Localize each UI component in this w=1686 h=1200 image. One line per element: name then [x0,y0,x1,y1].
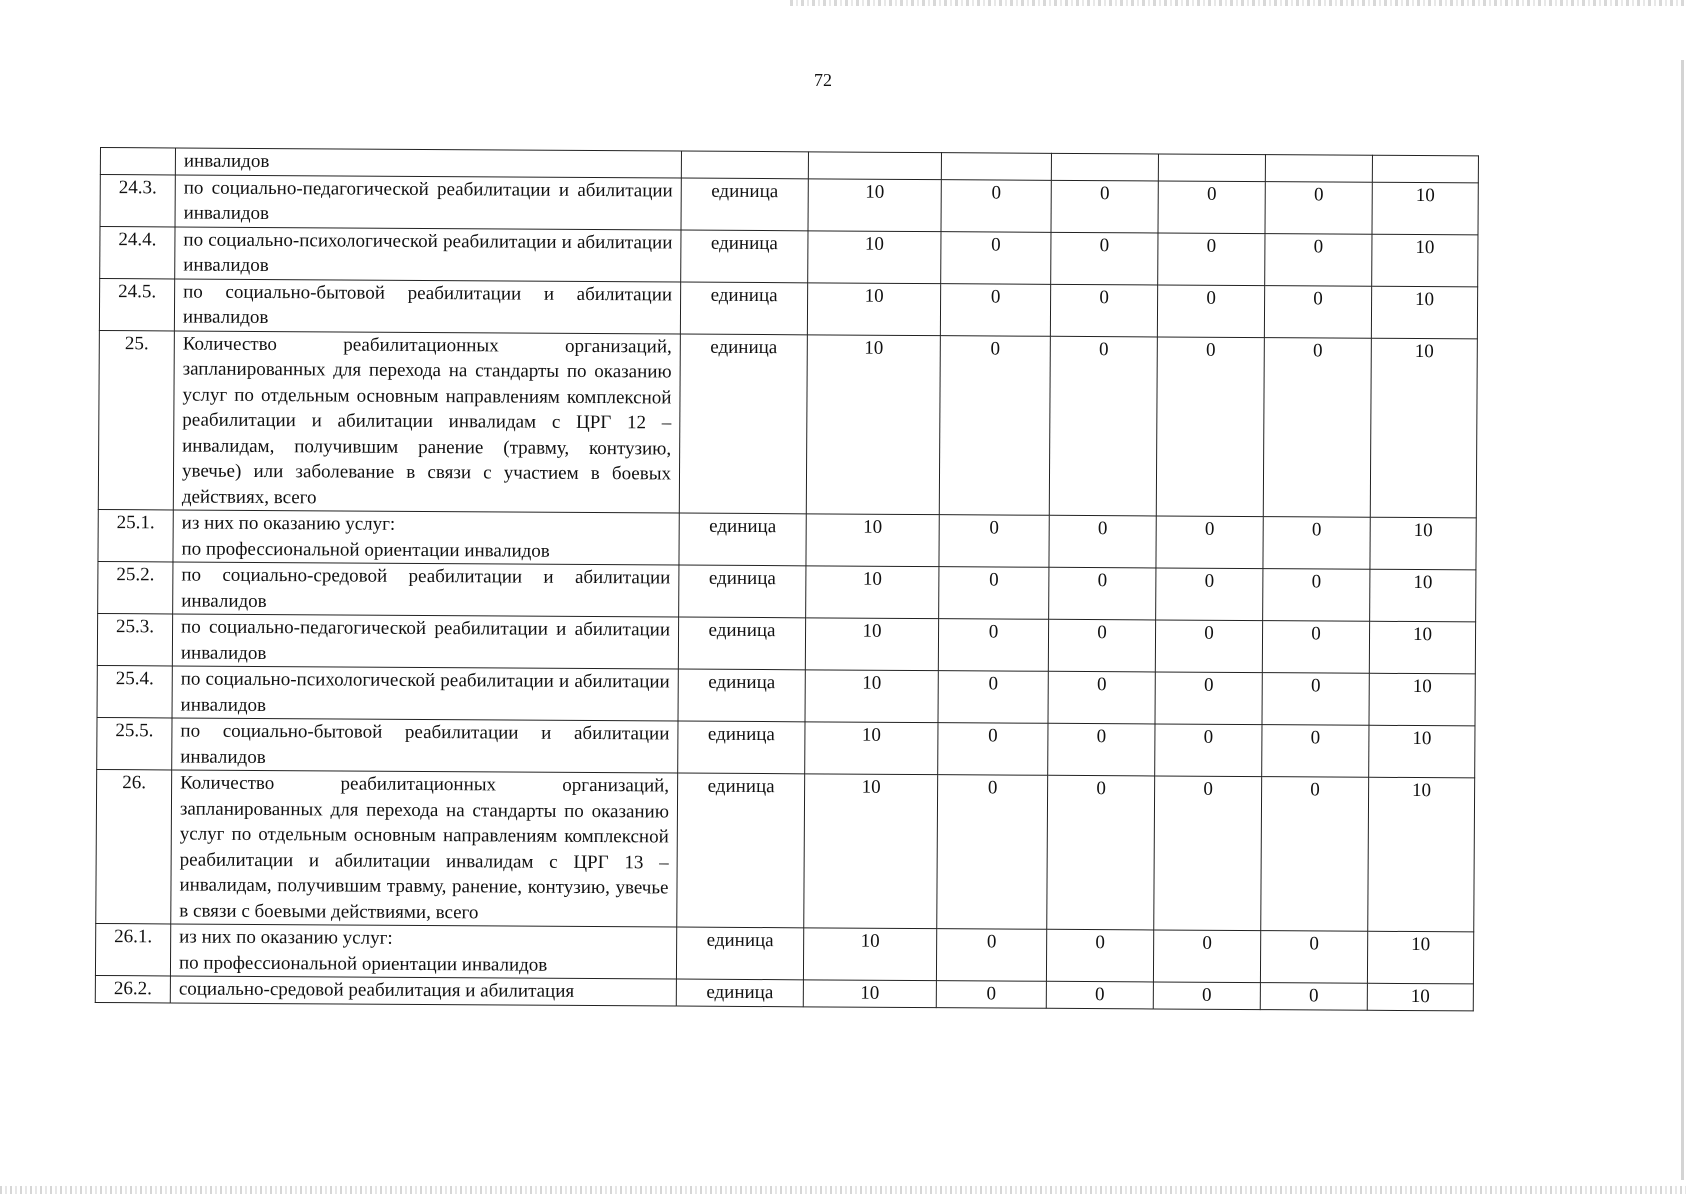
value-cell: 0 [1158,180,1265,233]
value-cell: 0 [1153,930,1260,983]
value-cell: 0 [1048,723,1155,776]
value-cell: 0 [1049,567,1156,620]
value-cell: 0 [1155,620,1262,673]
value-cell: 0 [1046,929,1153,982]
value-cell: 0 [1155,672,1262,725]
table-row [100,174,1478,234]
row-number: 25. [98,330,174,510]
value-cell: 0 [941,231,1051,284]
scan-edge-right [1681,60,1684,1180]
value-cell [808,152,941,179]
value-cell: 0 [1262,621,1369,674]
value-cell: 0 [1263,337,1371,517]
value-cell: 0 [1156,568,1263,621]
value-cell: 0 [1154,776,1262,931]
value-cell: 0 [1047,775,1155,930]
indicator-description: по социально-педагогической реабилитации и абилитации инвалидов [175,174,681,229]
value-cell: 0 [1264,285,1371,338]
value-cell: 0 [1048,671,1155,724]
indicator-description: по социально-педагогической реабилитации и абилитации инвалидов [172,614,678,669]
value-cell: 0 [1263,517,1370,570]
value-cell: 0 [1262,725,1369,778]
indicator-description: инвалидов [175,148,681,178]
value-cell: 10 [806,334,940,514]
indicator-description: из них по оказанию услуг: по профессиональной ориентации инвалидов [173,510,679,565]
value-cell: 0 [1048,619,1155,672]
value-cell: 0 [940,283,1050,336]
value-cell: 10 [1367,983,1473,1010]
unit-cell: единица [681,178,808,231]
unit-cell: единица [680,282,807,335]
value-cell [1372,155,1478,182]
unit-cell [681,151,808,178]
indicator-description: по социально-средовой реабилитации и абилитации инвалидов [173,562,679,617]
value-cell: 10 [807,282,940,335]
indicator-description: по социально-бытовой реабилитации и абилитации инвалидов [172,718,678,773]
scan-edge-bottom [0,1186,1686,1194]
indicator-description: из них по оказанию услуг: по профессиональной ориентации инвалидов [170,924,676,979]
value-cell [1158,154,1265,181]
value-cell: 0 [1153,982,1260,1009]
unit-cell: единица [679,565,806,618]
unit-cell: единица [676,979,803,1006]
value-cell: 0 [936,981,1046,1008]
value-cell: 0 [1157,284,1264,337]
unit-cell: единица [679,513,806,566]
value-cell: 10 [1370,517,1476,570]
table-row [96,769,1475,931]
table-row [97,665,1475,725]
value-cell: 0 [1049,515,1156,568]
row-number: 25.1. [98,509,173,561]
value-cell: 0 [1155,724,1262,777]
unit-cell: единица [681,230,808,283]
value-cell: 10 [1370,569,1476,622]
value-cell [941,153,1051,180]
value-cell: 0 [938,671,1048,724]
row-number: 26.1. [95,923,170,975]
value-cell: 0 [939,335,1050,515]
value-cell: 0 [939,515,1049,568]
value-cell: 0 [1158,232,1265,285]
row-number: 26.2. [95,975,170,1002]
value-cell [1051,153,1158,180]
value-cell: 10 [803,928,936,981]
table-body [95,148,1478,1011]
unit-cell: единица [678,669,805,722]
indicator-description: по социально-психологической реабилитации и абилитации инвалидов [175,226,681,281]
row-number: 24.5. [99,278,174,330]
table-row [97,717,1475,777]
value-cell: 10 [1370,338,1477,518]
unit-cell: единица [678,721,805,774]
value-cell: 10 [806,514,939,567]
value-cell: 0 [1260,983,1367,1010]
value-cell: 0 [939,567,1049,620]
value-cell: 10 [1368,777,1475,932]
table-row [100,226,1478,286]
indicator-description: социально-средовой реабилитация и абилитация [170,976,676,1006]
value-cell: 0 [1156,516,1263,569]
indicator-description: Количество реабилитационных организаций, запланированных для перехода на стандарты по оказанию услуг по отдельным основным направлениям комплексной реабилитации и абилитации инвалидам с ЦРГ 12 – инвалидам, получившим ранение (травму, контузию, увечье) или заболевание в связи с участием в боевых действиях, всего [173,330,680,513]
table-row [98,509,1476,569]
value-cell: 0 [938,723,1048,776]
value-cell: 10 [808,178,941,231]
value-cell: 10 [1369,673,1475,726]
unit-cell: единица [677,773,805,928]
value-cell: 0 [941,179,1051,232]
row-number: 25.4. [97,665,172,717]
table-row [98,330,1477,518]
table-row [97,613,1475,673]
scan-edge-top [790,0,1686,6]
value-cell: 10 [1372,182,1478,235]
value-cell: 0 [1262,673,1369,726]
table-row [98,561,1476,621]
indicator-description: по социально-психологической реабилитации и абилитации инвалидов [172,666,678,721]
value-cell: 0 [936,929,1046,982]
value-cell: 10 [1367,931,1473,984]
value-cell: 0 [1260,931,1367,984]
table-row [95,923,1473,983]
value-cell: 10 [1369,725,1475,778]
value-cell: 0 [1265,233,1372,286]
row-number: 26. [96,769,172,923]
value-cell: 0 [1265,181,1372,234]
value-cell: 0 [937,775,1048,930]
row-number: 25.5. [97,717,172,769]
value-cell: 10 [805,670,938,723]
table-row [99,278,1477,338]
page-number: 72 [814,70,832,90]
unit-cell: единица [679,334,807,514]
indicator-description: по социально-бытовой реабилитации и абилитации инвалидов [174,278,680,333]
value-cell: 10 [1372,234,1478,287]
value-cell: 10 [806,566,939,619]
unit-cell: единица [676,927,803,980]
value-cell [1265,155,1372,182]
value-cell: 0 [1156,336,1264,516]
value-cell: 10 [805,722,938,775]
indicator-table [95,147,1479,1011]
value-cell: 10 [804,774,938,929]
row-number: 24.3. [100,174,175,226]
value-cell: 10 [1369,621,1475,674]
value-cell: 10 [1371,286,1477,339]
value-cell: 0 [1046,981,1153,1008]
indicator-description: Количество реабилитационных организаций, запланированных для перехода на стандарты по оказанию услуг по отдельным основным направлениям комплексной реабилитации и абилитации инвалидам с ЦРГ 13 – инвалидам, получившим травму, ранение, контузию, увечье в связи с боевыми действиями, всего [171,770,678,927]
value-cell: 0 [1263,569,1370,622]
row-number: 24.4. [100,226,175,278]
value-cell: 10 [803,980,936,1007]
row-number [100,148,175,175]
value-cell: 0 [1051,232,1158,285]
value-cell: 0 [938,619,1048,672]
value-cell: 0 [1049,336,1157,516]
value-cell: 0 [1051,180,1158,233]
value-cell: 0 [1050,284,1157,337]
row-number: 25.2. [98,561,173,613]
value-cell: 10 [805,618,938,671]
unit-cell: единица [678,617,805,670]
value-cell: 10 [808,230,941,283]
row-number: 25.3. [97,613,172,665]
value-cell: 0 [1261,777,1369,932]
